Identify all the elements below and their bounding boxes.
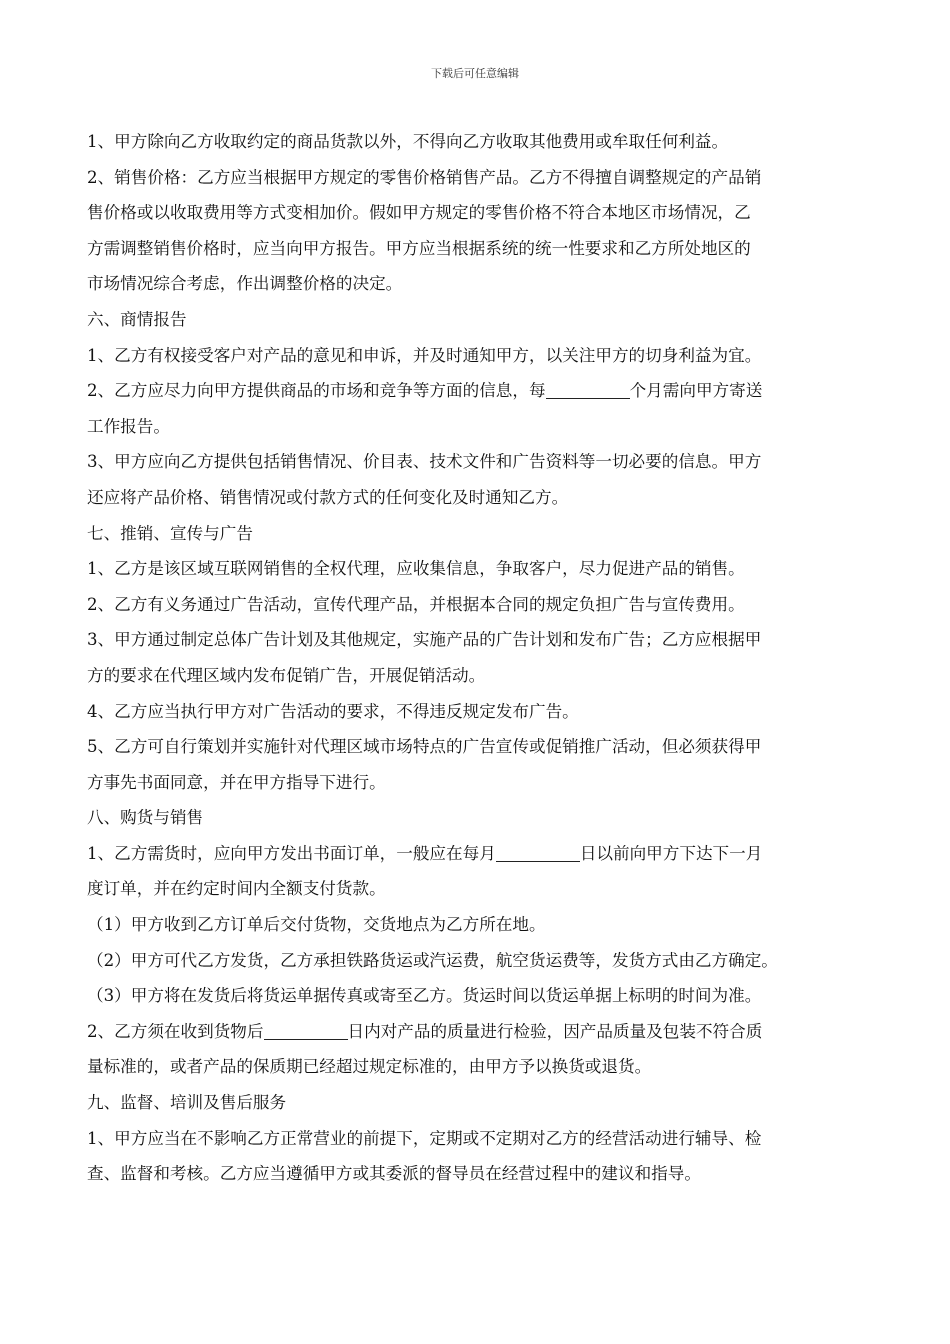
line-text: 日以前向甲方下达下一月 <box>579 843 763 863</box>
paragraph-line: 2、乙方有义务通过广告活动，宣传代理产品，并根据本合同的规定负担广告与宣传费用。 <box>87 594 745 614</box>
document-body <box>87 124 877 1192</box>
section-heading: 七、推销、宣传与广告 <box>87 523 253 543</box>
paragraph-line: 方的要求在代理区域内发布促销广告，开展促销活动。 <box>87 665 486 685</box>
paragraph-line: 量标准的，或者产品的保质期已经超过规定标准的，由甲方予以换货或退货。 <box>87 1057 652 1077</box>
paragraph-line: 市场情况综合考虑，作出调整价格的决定。 <box>87 274 403 294</box>
fill-in-blank[interactable] <box>264 1021 348 1040</box>
line-text: 2、乙方应尽力向甲方提供商品的市场和竞争等方面的信息，每 <box>87 381 546 401</box>
paragraph-line <box>87 836 877 872</box>
paragraph-line: 1、乙方有权接受客户对产品的意见和申诉，并及时通知甲方，以关注甲方的切身利益为宜。 <box>87 345 762 365</box>
paragraph-line: 3、甲方应向乙方提供包括销售情况、价目表、技术文件和广告资料等一切必要的信息。甲方 <box>87 452 762 472</box>
page-header-note: 下载后可任意编辑 <box>431 67 519 80</box>
paragraph-line <box>87 373 877 409</box>
paragraph-line: （2）甲方可代乙方发货，乙方承担铁路货运或汽运费，航空货运费等，发货方式由乙方确定。 <box>87 950 778 970</box>
paragraph-line: （3）甲方将在发货后将货运单据传真或寄至乙方。货运时间以货运单据上标明的时间为准。 <box>87 986 762 1006</box>
paragraph-line: 查、监督和考核。乙方应当遵循甲方或其委派的督导员在经营过程中的建议和指导。 <box>87 1164 701 1184</box>
paragraph-line: 5、乙方可自行策划并实施针对代理区域市场特点的广告宣传或促销推广活动，但必须获得甲 <box>87 737 762 757</box>
paragraph-line: 3、甲方通过制定总体广告计划及其他规定，实施产品的广告计划和发布广告；乙方应根据甲 <box>87 630 762 650</box>
paragraph-line: 1、甲方除向乙方收取约定的商品货款以外，不得向乙方收取其他费用或牟取任何利益。 <box>87 132 729 151</box>
paragraph-line: 1、甲方应当在不影响乙方正常营业的前提下，定期或不定期对乙方的经营活动进行辅导、检 <box>87 1128 762 1148</box>
paragraph-line: （1）甲方收到乙方订单后交付货物，交货地点为乙方所在地。 <box>87 915 546 935</box>
paragraph-line: 还应将产品价格、销售情况或付款方式的任何变化及时通知乙方。 <box>87 487 569 507</box>
paragraph-line: 1、乙方是该区域互联网销售的全权代理，应收集信息，争取客户，尽力促进产品的销售。 <box>87 559 745 579</box>
paragraph-line: 度订单，并在约定时间内全额支付货款。 <box>87 879 386 899</box>
line-text: 个月需向甲方寄送 <box>629 381 763 401</box>
paragraph-line: 方需调整销售价格时，应当向甲方报告。甲方应当根据系统的统一性要求和乙方所处地区的 <box>87 238 751 258</box>
section-heading: 六、商情报告 <box>87 309 187 329</box>
paragraph-line <box>87 1014 877 1050</box>
paragraph-line: 售价格或以收取费用等方式变相加价。假如甲方规定的零售价格不符合本地区市场情况，乙 <box>87 203 751 223</box>
paragraph-line: 工作报告。 <box>87 416 170 436</box>
paragraph-line: 4、乙方应当执行甲方对广告活动的要求，不得违反规定发布广告。 <box>87 701 579 721</box>
section-heading: 九、监督、培训及售后服务 <box>87 1093 287 1113</box>
fill-in-blank[interactable] <box>496 843 580 862</box>
fill-in-blank[interactable] <box>546 380 630 399</box>
line-text: 2、乙方须在收到货物后 <box>87 1021 264 1041</box>
paragraph-line: 方事先书面同意，并在甲方指导下进行。 <box>87 772 386 792</box>
line-text: 日内对产品的质量进行检验，因产品质量及包装不符合质 <box>347 1021 763 1041</box>
line-text: 1、乙方需货时，应向甲方发出书面订单，一般应在每月 <box>87 843 496 863</box>
section-heading: 八、购货与销售 <box>87 808 204 828</box>
paragraph-line: 2、销售价格：乙方应当根据甲方规定的零售价格销售产品。乙方不得擅自调整规定的产品销 <box>87 167 762 187</box>
